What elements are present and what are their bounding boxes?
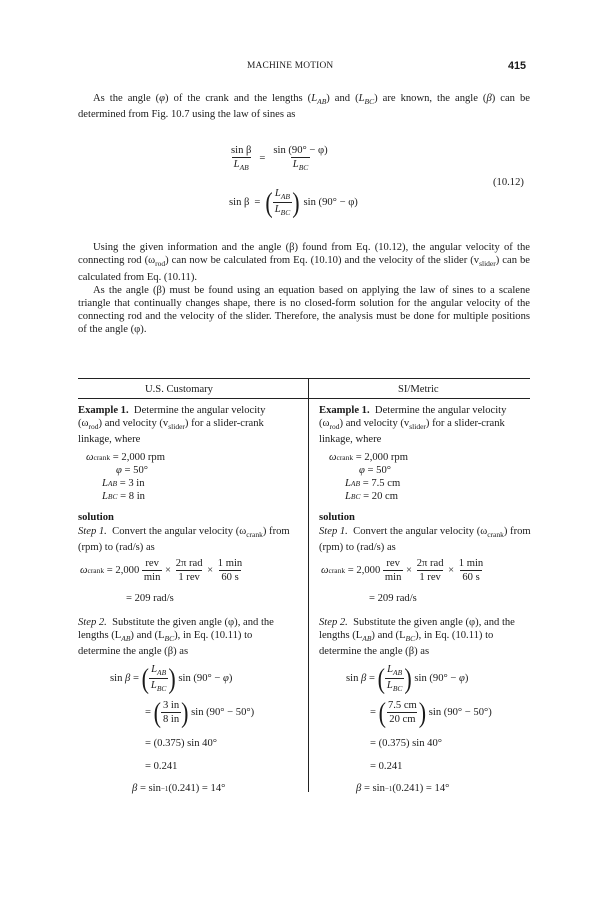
table-header-rule	[78, 398, 530, 399]
us-line5: β = sin −1 (0.241) = 14°	[132, 783, 226, 794]
eq-rhs-fraction: $\frac{\sin (90^\circ - \varphi)}{L_{BC}}$	[273, 145, 328, 173]
us-line4: = 0.241	[145, 761, 178, 772]
us-conv-result: = 209 rad/s	[126, 593, 174, 604]
us-conversion: ω crank = 2,000 $\frac{\text{rev}}{\min}$ × $\frac{\text{2π rad}}{\text{1 rev}}$ × $\frac{1 \min}{60 s}$	[80, 558, 243, 583]
si-example-text: Example 1. Determine the angular velocity $(\omega_{rod})$ and velocity $(v_{slider})$ for a slider-crank linkage, where	[319, 405, 507, 446]
si-line3: = (0.375) sin 40°	[370, 738, 443, 749]
si-conv-result: = 209 rad/s	[369, 593, 417, 604]
us-example-text: Example 1. Determine the angular velocity $(\omega_{rod})$ and velocity $(v_{slider})$ for a slider-crank linkage, where	[78, 405, 266, 446]
us-solution-label: solution	[78, 512, 114, 523]
eq-lhs-fraction: $\frac{\text{sin β}}{L_{AB}}$	[231, 145, 252, 173]
col-header-us: U.S. Customary	[145, 384, 213, 395]
running-title: MACHINE MOTION	[247, 61, 334, 71]
us-line3: = (0.375) sin 40°	[145, 738, 218, 749]
si-conversion: ω crank = 2,000 $\frac{\text{rev}}{\min}$ × $\frac{\text{2π rad}}{\text{1 rev}}$ × $\frac{1 \min}{60 s}$	[321, 558, 484, 583]
equation-number: (10.12)	[493, 177, 524, 188]
body-paragraphs: Using the given information and the angle (β) found from Eq. (10.12), the angular velocity of the connecting rod $(\omega_{rod})$ can now be calculated from Eq. (10.10) and the velocity of the slider $(v_{slider})$ can be calculated from Eq. (10.11). As the angle (β) must be found using an equation based on applying the law of sines to a scalene triangle that continually changes shape, there is no closed-form solution for the angular velocity of the connecting rod and the velocity of the slider. Therefore, the analysis must be done for multiple positions of the angle (φ).	[78, 242, 530, 336]
si-solution-label: solution	[319, 512, 355, 523]
us-step1: Step 1. Convert the angular velocity $(\omega_{crank})$ from (rpm) to (rad/s) as	[78, 526, 290, 554]
si-sin-substituted: = ( $\frac{7.5 cm}{20 cm}$ ) sin (90° − 50°)	[370, 695, 492, 729]
col-header-si: SI/Metric	[398, 384, 439, 395]
si-step1: Step 1. Convert the angular velocity $(\omega_{crank})$ from (rpm) to (rad/s) as	[319, 526, 531, 554]
table-top-rule	[78, 378, 530, 379]
us-sin-substituted: = ( $\frac{3 in}{8 in}$ ) sin (90° − 50°)	[145, 695, 255, 729]
intro-paragraph: As the angle (φ) of the crank and the lengths $(L_{AB})$ and $(L_{BC})$ are known, the angle (β) can be determined from Fig. 10.7 using the law of sines as	[78, 93, 530, 121]
us-sin-formula: sin β = ( $\frac{L_{AB}}{L_{BC}}$ ) sin (90° − φ)	[110, 661, 233, 695]
us-step2: Step 2. Substitute the given angle (φ), and the lengths $(L_{AB})$ and $(L_{BC})$, in Eq. (10.11) to determine the angle (β) as	[78, 617, 274, 658]
table-column-divider	[308, 379, 309, 792]
si-line5: β = sin −1 (0.241) = 14°	[356, 783, 450, 794]
page-number: 415	[508, 60, 527, 72]
si-line4: = 0.241	[370, 761, 403, 772]
si-step2: Step 2. Substitute the given angle (φ), and the lengths $(L_{AB})$ and $(L_{BC})$, in Eq. (10.11) to determine the angle (β) as	[319, 617, 515, 658]
si-sin-formula: sin β = ( $\frac{L_{AB}}{L_{BC}}$ ) sin (90° − φ)	[346, 661, 469, 695]
